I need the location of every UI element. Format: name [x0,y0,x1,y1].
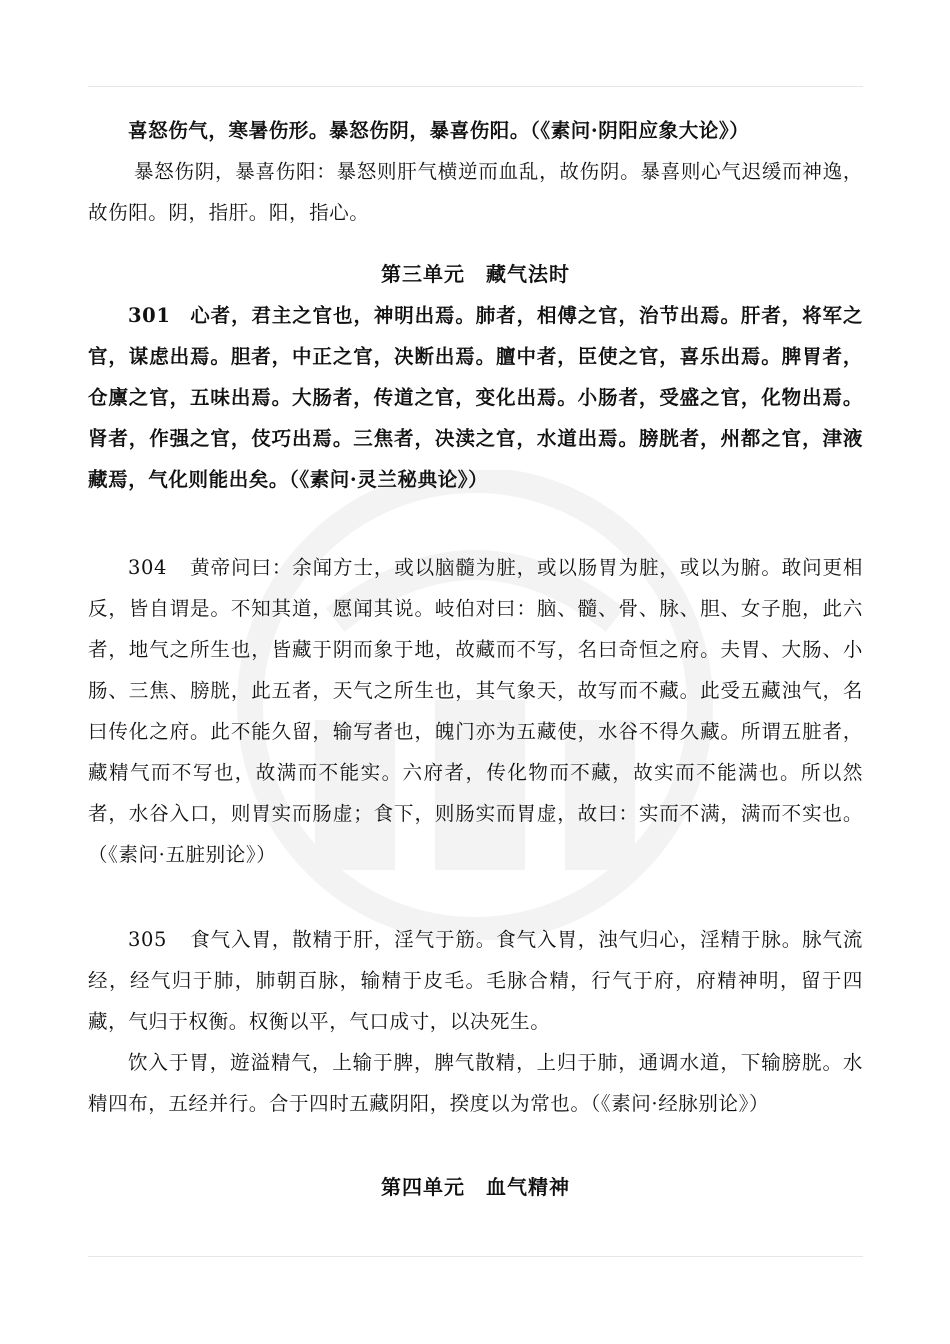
page-content [88,110,863,1208]
footer-rule [88,1256,863,1257]
spacer [88,875,863,919]
section-title-unit4: 第四单元 血气精神 [381,1175,570,1199]
spacer [88,1124,863,1167]
passage-number: 305 [128,928,168,951]
header-rule [88,86,863,87]
passage-305-continuation: 饮入于胃，遊溢精气，上输于脾，脾气散精，上归于肺，通调水道，下输膀胱。水精四布，五经并行。合于四时五藏阴阳，揆度以为常也。（《素问·经脉别论》） [88,1051,863,1115]
quote-annotation: 暴怒伤阴，暴喜伤阳：暴怒则肝气横逆而血乱，故伤阴。暴喜则心气迟缓而神逸，故伤阳。阴，指肝。阳，指心。 [88,160,863,224]
spacer [88,500,863,547]
passage-304 [88,547,863,875]
passage-text: 心者，君主之官也，神明出焉。肺者，相傅之官，治节出焉。肝者，将军之官，谋虑出焉。胆者，中正之官，决断出焉。膻中者，臣使之官，喜乐出焉。脾胃者，仓廪之官，五味出焉。大肠者，传道之官，变化出焉。小肠者，受盛之官，化物出焉。肾者，作强之官，伎巧出焉。三焦者，决渎之官，水道出焉。膀胱者，州都之官，津液藏焉，气化则能出矣。（《素问·灵兰秘典论》） [88,304,863,491]
passage-text: 食气入胃，散精于肝，淫气于筋。食气入胃，浊气归心，淫精于脉。脉气流经，经气归于肺，肺朝百脉，输精于皮毛。毛脉合精，行气于府，府精神明，留于四藏，气归于权衡。权衡以平，气口成寸，以决死生。 [88,928,863,1033]
quote-original: 喜怒伤气，寒暑伤形。暴怒伤阴，暴喜伤阳。（《素问·阴阳应象大论》） [128,119,750,142]
passage-301 [88,295,863,500]
passage-number: 304 [128,556,168,579]
passage-305 [88,919,863,1042]
passage-text: 黄帝问曰：余闻方士，或以脑髓为脏，或以肠胃为脏，或以为腑。敢问更相反，皆自谓是。不知其道，愿闻其说。岐伯对曰：脑、髓、骨、脉、胆、女子胞，此六者，地气之所生也，皆藏于阴而象于地，故藏而不写，名曰奇恒之府。夫胃、大肠、小肠、三焦、膀胱，此五者，天气之所生也，其气象天，故写而不藏。此受五藏浊气，名曰传化之府。此不能久留，输写者也，魄门亦为五藏使，水谷不得久藏。所谓五脏者，藏精气而不写也，故满而不能实。六府者，传化物而不藏，故实而不能满也。所以然者，水谷入口，则胃实而肠虚；食下，则肠实而胃虚，故曰：实而不满，满而不实也。（《素问·五脏别论》） [88,556,863,866]
passage-number: 301 [128,304,171,327]
spacer [88,233,863,254]
section-title-unit3: 第三单元 藏气法时 [381,262,570,286]
